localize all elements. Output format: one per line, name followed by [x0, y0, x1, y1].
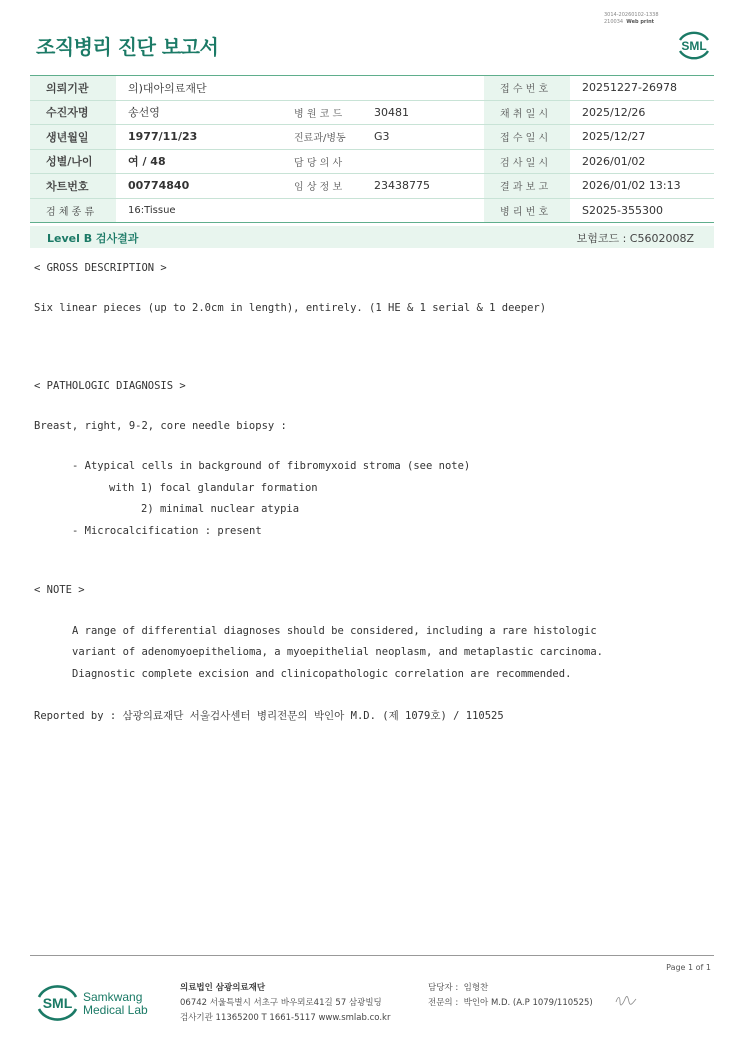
- note-heading: < NOTE >: [34, 584, 85, 596]
- receipt-date-value: 2025/12/27: [570, 125, 714, 150]
- receipt-no-value: 20251227-26978: [570, 76, 714, 101]
- chart-no-label: 차트번호: [30, 174, 116, 199]
- staff-label: 담당자 :: [428, 983, 459, 993]
- hospital-code-label: 병 원 코 드: [278, 100, 362, 125]
- specialist-name: 박인아 M.D. (A.P 1079/110525): [463, 998, 593, 1008]
- reported-by: Reported by : 삼광의료재단 서울검사센터 병리전문의 박인아 M.D. (제 1079호) / 110525: [34, 710, 504, 722]
- patient-info-table: [30, 75, 714, 223]
- diagnosis-heading: < PATHOLOGIC DIAGNOSIS >: [34, 380, 186, 392]
- sml-logo-text: SML: [681, 39, 707, 53]
- table-row: [30, 100, 714, 125]
- specimen-value: 16:Tissue: [116, 198, 484, 223]
- specialist-label: 전문의 :: [428, 998, 459, 1008]
- test-date-value: 2026/01/02: [570, 149, 714, 174]
- clinical-info-label: 임 상 정 보: [278, 174, 362, 199]
- table-row: [30, 174, 714, 199]
- insurance-code: 보험코드 : C5602008Z: [576, 232, 694, 245]
- department-value: G3: [362, 125, 484, 150]
- table-row: [30, 125, 714, 150]
- clinical-info-value: 23438775: [362, 174, 484, 199]
- sex-age-value: 여 / 48: [116, 149, 278, 174]
- staff-name: 임형찬: [463, 983, 489, 993]
- table-row: [30, 149, 714, 174]
- signature: [614, 994, 638, 1006]
- logo-line2: Medical Lab: [83, 1003, 148, 1017]
- patient-name-label: 수진자명: [30, 100, 116, 125]
- receipt-no-label: 접 수 번 호: [484, 76, 570, 101]
- document-id-line2: 210034: [604, 19, 624, 25]
- table-row: [30, 76, 714, 101]
- department-label: 진료과/병동: [278, 125, 362, 150]
- birth-date-value: 1977/11/23: [116, 125, 278, 150]
- note-line: A range of differential diagnoses should be considered, including a rare histologic: [72, 625, 597, 637]
- diagnosis-line: - Atypical cells in background of fibromyxoid stroma (see note): [72, 460, 471, 472]
- gross-heading: < GROSS DESCRIPTION >: [34, 262, 167, 274]
- sex-age-label: 성별/나이: [30, 149, 116, 174]
- document-id: [604, 12, 659, 26]
- patient-name-value: 송선영: [116, 100, 278, 125]
- web-print-label: Web print: [626, 19, 655, 25]
- requesting-org-label: 의뢰기관: [30, 76, 116, 101]
- svg-text:SML: SML: [42, 995, 73, 1011]
- doctor-value: [362, 149, 484, 174]
- diagnosis-line: 2) minimal nuclear atypia: [141, 503, 300, 515]
- samkwang-logo: [36, 978, 156, 1026]
- diagnosis-line: - Microcalcification : present: [72, 525, 262, 537]
- test-date-label: 검 사 일 시: [484, 149, 570, 174]
- result-level-bar: [30, 226, 714, 248]
- sml-logo: [674, 26, 714, 64]
- diagnosis-line: with 1) focal glandular formation: [109, 482, 318, 494]
- org-name: 의료법인 삼광의료재단: [180, 983, 266, 993]
- logo-line1: Samkwang: [83, 990, 143, 1004]
- footer-divider: [30, 955, 714, 956]
- gross-text: Six linear pieces (up to 2.0cm in length), entirely. (1 HE & 1 serial & 1 deeper): [34, 302, 547, 314]
- specimen-label: 검 체 종 류: [30, 198, 116, 223]
- staff-info: [428, 981, 593, 1011]
- birth-date-label: 생년월일: [30, 125, 116, 150]
- collection-date-value: 2025/12/26: [570, 100, 714, 125]
- chart-no-value: 00774840: [116, 174, 278, 199]
- org-info: [180, 981, 390, 1026]
- note-line: Diagnostic complete excision and clinicopathologic correlation are recommended.: [72, 668, 572, 680]
- requesting-org-value: 의)대아의료재단: [116, 76, 484, 101]
- pathology-no-value: S2025-355300: [570, 198, 714, 223]
- hospital-code-value: 30481: [362, 100, 484, 125]
- collection-date-label: 채 취 일 시: [484, 100, 570, 125]
- org-contact: 검사기관 11365200 T 1661-5117 www.smlab.co.kr: [180, 1013, 391, 1023]
- result-level-label: Level B 검사결과: [47, 232, 139, 245]
- table-row: [30, 198, 714, 223]
- org-address: 06742 서울특별시 서초구 바우뫼로41길 57 삼광빌딩: [180, 998, 382, 1008]
- report-title: 조직병리 진단 보고서: [36, 35, 219, 59]
- note-line: variant of adenomyoepithelioma, a myoepithelial neoplasm, and metaplastic carcinoma.: [72, 646, 604, 658]
- report-date-label: 결 과 보 고: [484, 174, 570, 199]
- doctor-label: 담 당 의 사: [278, 149, 362, 174]
- diagnosis-site: Breast, right, 9-2, core needle biopsy :: [34, 420, 287, 432]
- receipt-date-label: 접 수 일 시: [484, 125, 570, 150]
- page-number: Page 1 of 1: [666, 963, 711, 972]
- document-id-line1: 3014-20260102-1338: [604, 12, 659, 18]
- pathology-no-label: 병 리 번 호: [484, 198, 570, 223]
- report-date-value: 2026/01/02 13:13: [570, 174, 714, 199]
